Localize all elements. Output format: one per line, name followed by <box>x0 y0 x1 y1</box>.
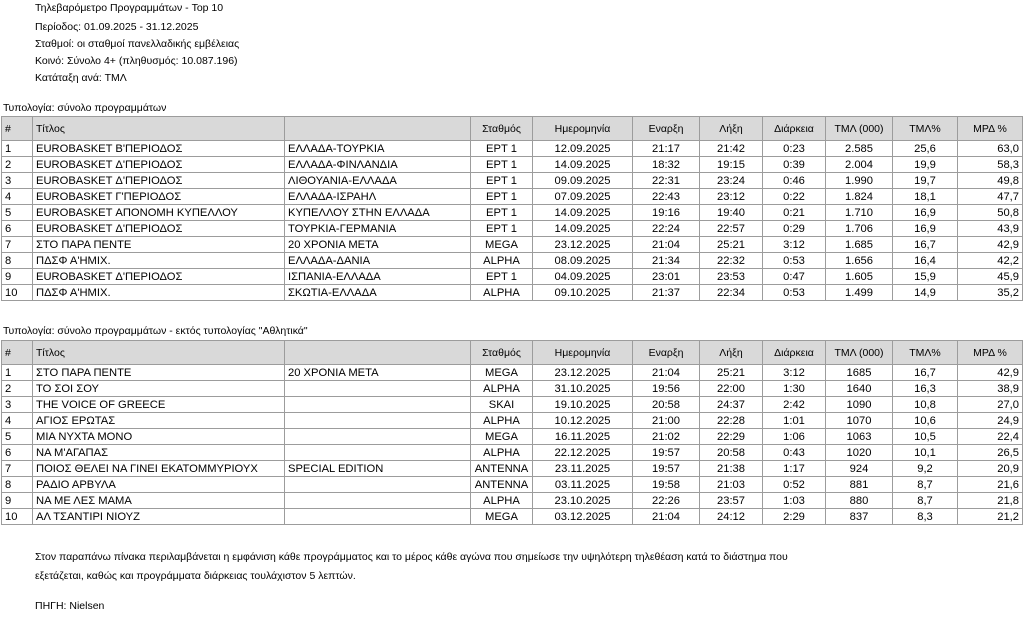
cell-rank: 8 <box>2 477 33 493</box>
column-header-title: Τίτλος <box>33 117 285 141</box>
cell-end: 23:53 <box>700 269 763 285</box>
cell-duration: 3:12 <box>763 365 826 381</box>
cell-station: ΕΡΤ 1 <box>471 205 533 221</box>
cell-share: 21,6 <box>958 477 1023 493</box>
cell-rank: 6 <box>2 221 33 237</box>
cell-date: 03.12.2025 <box>533 509 633 525</box>
cell-start: 21:17 <box>633 141 700 157</box>
cell-end: 22:29 <box>700 429 763 445</box>
cell-end: 19:40 <box>700 205 763 221</box>
cell-subtitle <box>285 429 471 445</box>
cell-station: ΕΡΤ 1 <box>471 189 533 205</box>
table-row <box>2 429 1023 445</box>
cell-subtitle: ΤΟΥΡΚΙΑ-ΓΕΡΜΑΝΙΑ <box>285 221 471 237</box>
cell-share: 47,7 <box>958 189 1023 205</box>
cell-subtitle <box>285 477 471 493</box>
cell-tml-pct: 10,5 <box>893 429 958 445</box>
cell-date: 14.09.2025 <box>533 221 633 237</box>
cell-station: ALPHA <box>471 253 533 269</box>
cell-date: 12.09.2025 <box>533 141 633 157</box>
column-header-tml-pct: ΤΜΛ% <box>893 341 958 365</box>
cell-date: 23.12.2025 <box>533 237 633 253</box>
cell-tml-pct: 19,9 <box>893 157 958 173</box>
report-title: Τηλεβαρόμετρο Προγραμμάτων - Top 10 <box>35 2 224 14</box>
cell-station: MEGA <box>471 429 533 445</box>
cell-tml-pct: 10,8 <box>893 397 958 413</box>
cell-start: 18:32 <box>633 157 700 173</box>
cell-end: 19:15 <box>700 157 763 173</box>
cell-share: 35,2 <box>958 285 1023 301</box>
cell-title: EUROBASKET ΑΠΟΝΟΜΗ ΚΥΠΕΛΛΟΥ <box>33 205 285 221</box>
column-header-station: Σταθμός <box>471 341 533 365</box>
cell-duration: 0:43 <box>763 445 826 461</box>
cell-tml: 1.990 <box>826 173 893 189</box>
cell-rank: 10 <box>2 509 33 525</box>
cell-end: 21:03 <box>700 477 763 493</box>
cell-subtitle: ΕΛΛΑΔΑ-ΤΟΥΡΚΙΑ <box>285 141 471 157</box>
cell-title: ΑΛ ΤΣΑΝΤΙΡΙ ΝΙΟΥΖ <box>33 509 285 525</box>
cell-title: EUROBASKET Β'ΠΕΡΙΟΔΟΣ <box>33 141 285 157</box>
cell-end: 22:34 <box>700 285 763 301</box>
cell-station: ΕΡΤ 1 <box>471 141 533 157</box>
cell-station: MEGA <box>471 237 533 253</box>
cell-tml-pct: 18,1 <box>893 189 958 205</box>
cell-start: 22:43 <box>633 189 700 205</box>
cell-share: 42,9 <box>958 365 1023 381</box>
cell-end: 22:57 <box>700 221 763 237</box>
cell-title: THE VOICE OF GREECE <box>33 397 285 413</box>
cell-tml: 1.656 <box>826 253 893 269</box>
cell-duration: 0:39 <box>763 157 826 173</box>
cell-tml: 1685 <box>826 365 893 381</box>
cell-rank: 2 <box>2 157 33 173</box>
cell-tml-pct: 16,4 <box>893 253 958 269</box>
cell-title: ΠΟΙΟΣ ΘΕΛΕΙ ΝΑ ΓΙΝΕΙ ΕΚΑΤΟΜΜΥΡΙΟΥΧ <box>33 461 285 477</box>
footnote <box>35 548 788 586</box>
cell-date: 04.09.2025 <box>533 269 633 285</box>
cell-tml: 924 <box>826 461 893 477</box>
cell-rank: 5 <box>2 429 33 445</box>
cell-subtitle <box>285 509 471 525</box>
cell-title: ΑΓΙΟΣ ΕΡΩΤΑΣ <box>33 413 285 429</box>
cell-tml: 1070 <box>826 413 893 429</box>
cell-start: 21:00 <box>633 413 700 429</box>
cell-tml-pct: 16,7 <box>893 365 958 381</box>
cell-station: ΕΡΤ 1 <box>471 173 533 189</box>
cell-rank: 9 <box>2 269 33 285</box>
cell-station: SKAI <box>471 397 533 413</box>
cell-tml-pct: 8,7 <box>893 477 958 493</box>
cell-date: 14.09.2025 <box>533 205 633 221</box>
cell-duration: 3:12 <box>763 237 826 253</box>
cell-date: 19.10.2025 <box>533 397 633 413</box>
cell-end: 24:37 <box>700 397 763 413</box>
cell-duration: 0:22 <box>763 189 826 205</box>
cell-tml: 837 <box>826 509 893 525</box>
cell-duration: 0:23 <box>763 141 826 157</box>
footnote-line-1: Στον παραπάνω πίνακα περιλαμβάνεται η εμφάνιση κάθε προγράμματος και το μέρος κάθε αγώνα που σημείωσε την υψηλότερη τηλεθέαση κατά το διάστημα που <box>35 551 788 563</box>
cell-tml-pct: 10,6 <box>893 413 958 429</box>
table-row <box>2 477 1023 493</box>
cell-end: 21:38 <box>700 461 763 477</box>
cell-share: 42,2 <box>958 253 1023 269</box>
cell-tml: 881 <box>826 477 893 493</box>
cell-duration: 0:46 <box>763 173 826 189</box>
column-header-tml-pct: ΤΜΛ% <box>893 117 958 141</box>
column-header-date: Ημερομηνία <box>533 341 633 365</box>
cell-station: MEGA <box>471 365 533 381</box>
cell-share: 24,9 <box>958 413 1023 429</box>
cell-title: ΠΔΣΦ Α'ΗΜΙΧ. <box>33 285 285 301</box>
cell-tml-pct: 8,3 <box>893 509 958 525</box>
cell-share: 43,9 <box>958 221 1023 237</box>
cell-end: 23:12 <box>700 189 763 205</box>
cell-share: 58,3 <box>958 157 1023 173</box>
cell-date: 31.10.2025 <box>533 381 633 397</box>
cell-station: ALPHA <box>471 493 533 509</box>
report-audience: Κοινό: Σύνολο 4+ (πληθυσμός: 10.087.196) <box>35 55 238 67</box>
table-row <box>2 397 1023 413</box>
cell-tml: 1.710 <box>826 205 893 221</box>
cell-station: ALPHA <box>471 285 533 301</box>
cell-share: 49,8 <box>958 173 1023 189</box>
cell-share: 22,4 <box>958 429 1023 445</box>
cell-duration: 1:17 <box>763 461 826 477</box>
cell-tml-pct: 25,6 <box>893 141 958 157</box>
cell-rank: 1 <box>2 141 33 157</box>
cell-title: ΠΔΣΦ Α'ΗΜΙΧ. <box>33 253 285 269</box>
cell-station: ANTENNA <box>471 477 533 493</box>
ratings-table-non-sports <box>1 340 1023 525</box>
table-row <box>2 445 1023 461</box>
cell-date: 23.10.2025 <box>533 493 633 509</box>
footnote-line-2: εξετάζεται, καθώς και προγράμματα διάρκειας τουλάχιστον 5 λεπτών. <box>35 570 356 582</box>
table-row <box>2 365 1023 381</box>
cell-share: 26,5 <box>958 445 1023 461</box>
cell-tml: 1640 <box>826 381 893 397</box>
cell-subtitle: ΚΥΠΕΛΛΟΥ ΣΤΗΝ ΕΛΛΑΔΑ <box>285 205 471 221</box>
cell-start: 20:58 <box>633 397 700 413</box>
cell-start: 22:26 <box>633 493 700 509</box>
cell-start: 22:31 <box>633 173 700 189</box>
cell-share: 42,9 <box>958 237 1023 253</box>
cell-tml-pct: 9,2 <box>893 461 958 477</box>
cell-tml-pct: 16,9 <box>893 221 958 237</box>
cell-date: 23.12.2025 <box>533 365 633 381</box>
cell-date: 03.11.2025 <box>533 477 633 493</box>
cell-rank: 4 <box>2 413 33 429</box>
cell-tml: 2.004 <box>826 157 893 173</box>
cell-duration: 2:42 <box>763 397 826 413</box>
table-row <box>2 461 1023 477</box>
table-row <box>2 413 1023 429</box>
cell-end: 22:32 <box>700 253 763 269</box>
cell-duration: 0:53 <box>763 253 826 269</box>
cell-duration: 0:21 <box>763 205 826 221</box>
cell-title: ΜΙΑ ΝΥΧΤΑ ΜΟΝΟ <box>33 429 285 445</box>
cell-end: 22:00 <box>700 381 763 397</box>
cell-station: ANTENNA <box>471 461 533 477</box>
cell-tml: 1.824 <box>826 189 893 205</box>
cell-title: ΝΑ ΜΕ ΛΕΣ ΜΑΜΑ <box>33 493 285 509</box>
table-row <box>2 285 1023 301</box>
cell-duration: 0:47 <box>763 269 826 285</box>
report-period: Περίοδος: 01.09.2025 - 31.12.2025 <box>35 21 199 33</box>
cell-tml-pct: 8,7 <box>893 493 958 509</box>
report-stations: Σταθμοί: οι σταθμοί πανελλαδικής εμβέλειας <box>35 38 240 50</box>
cell-start: 21:34 <box>633 253 700 269</box>
cell-share: 63,0 <box>958 141 1023 157</box>
cell-end: 21:42 <box>700 141 763 157</box>
table-row <box>2 381 1023 397</box>
cell-date: 09.10.2025 <box>533 285 633 301</box>
cell-end: 22:28 <box>700 413 763 429</box>
cell-tml-pct: 10,1 <box>893 445 958 461</box>
table-row <box>2 237 1023 253</box>
cell-duration: 1:03 <box>763 493 826 509</box>
cell-station: ALPHA <box>471 413 533 429</box>
cell-rank: 9 <box>2 493 33 509</box>
column-header-title: Τίτλος <box>33 341 285 365</box>
table-header-row <box>2 117 1023 141</box>
cell-subtitle: ΕΛΛΑΔΑ-ΦΙΝΛΑΝΔΙΑ <box>285 157 471 173</box>
cell-tml: 1.706 <box>826 221 893 237</box>
table2-caption: Τυπολογία: σύνολο προγραμμάτων - εκτός τυπολογίας "Αθλητικά" <box>3 325 308 337</box>
column-header-subtitle <box>285 117 471 141</box>
cell-start: 23:01 <box>633 269 700 285</box>
cell-title: ΣΤΟ ΠΑΡΑ ΠΕΝΤΕ <box>33 237 285 253</box>
column-header-rank: # <box>2 341 33 365</box>
cell-date: 07.09.2025 <box>533 189 633 205</box>
cell-date: 16.11.2025 <box>533 429 633 445</box>
column-header-share: ΜΡΔ % <box>958 341 1023 365</box>
report-ranking: Κατάταξη ανά: ΤΜΛ <box>35 72 127 84</box>
cell-duration: 0:53 <box>763 285 826 301</box>
cell-title: EUROBASKET Δ'ΠΕΡΙΟΔΟΣ <box>33 269 285 285</box>
cell-rank: 4 <box>2 189 33 205</box>
cell-rank: 3 <box>2 173 33 189</box>
cell-start: 21:02 <box>633 429 700 445</box>
column-header-rank: # <box>2 117 33 141</box>
table-row <box>2 269 1023 285</box>
column-header-station: Σταθμός <box>471 117 533 141</box>
cell-tml-pct: 16,7 <box>893 237 958 253</box>
cell-tml-pct: 16,3 <box>893 381 958 397</box>
cell-title: EUROBASKET Δ'ΠΕΡΙΟΔΟΣ <box>33 221 285 237</box>
cell-share: 21,2 <box>958 509 1023 525</box>
table-row <box>2 141 1023 157</box>
table-row <box>2 493 1023 509</box>
cell-station: ΕΡΤ 1 <box>471 221 533 237</box>
cell-start: 19:57 <box>633 461 700 477</box>
cell-tml: 1090 <box>826 397 893 413</box>
table-row <box>2 189 1023 205</box>
cell-share: 27,0 <box>958 397 1023 413</box>
cell-duration: 1:01 <box>763 413 826 429</box>
cell-rank: 7 <box>2 461 33 477</box>
cell-station: ALPHA <box>471 445 533 461</box>
cell-rank: 3 <box>2 397 33 413</box>
cell-tml-pct: 15,9 <box>893 269 958 285</box>
column-header-subtitle <box>285 341 471 365</box>
cell-station: ALPHA <box>471 381 533 397</box>
cell-tml: 1.685 <box>826 237 893 253</box>
cell-duration: 1:30 <box>763 381 826 397</box>
table-row <box>2 173 1023 189</box>
cell-date: 08.09.2025 <box>533 253 633 269</box>
ratings-table-all <box>1 116 1023 301</box>
cell-start: 21:04 <box>633 237 700 253</box>
cell-rank: 1 <box>2 365 33 381</box>
cell-subtitle: ΕΛΛΑΔΑ-ΔΑΝΙΑ <box>285 253 471 269</box>
table1-caption: Τυπολογία: σύνολο προγραμμάτων <box>3 102 167 114</box>
cell-share: 21,8 <box>958 493 1023 509</box>
cell-share: 50,8 <box>958 205 1023 221</box>
cell-title: ΣΤΟ ΠΑΡΑ ΠΕΝΤΕ <box>33 365 285 381</box>
cell-tml-pct: 16,9 <box>893 205 958 221</box>
cell-share: 38,9 <box>958 381 1023 397</box>
cell-start: 21:04 <box>633 365 700 381</box>
cell-end: 20:58 <box>700 445 763 461</box>
cell-subtitle: ΕΛΛΑΔΑ-ΙΣΡΑΗΛ <box>285 189 471 205</box>
cell-start: 19:58 <box>633 477 700 493</box>
cell-date: 14.09.2025 <box>533 157 633 173</box>
cell-tml: 1.605 <box>826 269 893 285</box>
cell-subtitle: 20 ΧΡΟΝΙΑ ΜΕΤΑ <box>285 365 471 381</box>
cell-duration: 0:52 <box>763 477 826 493</box>
cell-subtitle <box>285 397 471 413</box>
cell-tml: 1.499 <box>826 285 893 301</box>
cell-rank: 10 <box>2 285 33 301</box>
cell-station: ΕΡΤ 1 <box>471 269 533 285</box>
cell-start: 21:04 <box>633 509 700 525</box>
cell-duration: 2:29 <box>763 509 826 525</box>
cell-date: 23.11.2025 <box>533 461 633 477</box>
cell-rank: 7 <box>2 237 33 253</box>
column-header-share: ΜΡΔ % <box>958 117 1023 141</box>
cell-duration: 1:06 <box>763 429 826 445</box>
cell-title: EUROBASKET Δ'ΠΕΡΙΟΔΟΣ <box>33 157 285 173</box>
cell-start: 22:24 <box>633 221 700 237</box>
cell-tml: 2.585 <box>826 141 893 157</box>
column-header-tml: ΤΜΛ (000) <box>826 341 893 365</box>
cell-subtitle <box>285 413 471 429</box>
cell-station: MEGA <box>471 509 533 525</box>
cell-subtitle <box>285 493 471 509</box>
cell-tml: 880 <box>826 493 893 509</box>
cell-duration: 0:29 <box>763 221 826 237</box>
cell-date: 09.09.2025 <box>533 173 633 189</box>
cell-subtitle: SPECIAL EDITION <box>285 461 471 477</box>
table-row <box>2 221 1023 237</box>
column-header-start: Εναρξη <box>633 341 700 365</box>
cell-rank: 5 <box>2 205 33 221</box>
cell-date: 10.12.2025 <box>533 413 633 429</box>
table-header-row <box>2 341 1023 365</box>
column-header-start: Εναρξη <box>633 117 700 141</box>
cell-share: 20,9 <box>958 461 1023 477</box>
cell-end: 25:21 <box>700 365 763 381</box>
cell-start: 19:16 <box>633 205 700 221</box>
cell-tml: 1020 <box>826 445 893 461</box>
table-row <box>2 509 1023 525</box>
cell-start: 19:57 <box>633 445 700 461</box>
cell-title: ΝΑ Μ'ΑΓΑΠΑΣ <box>33 445 285 461</box>
cell-end: 24:12 <box>700 509 763 525</box>
cell-title: ΡΑΔΙΟ ΑΡΒΥΛΑ <box>33 477 285 493</box>
cell-tml-pct: 14,9 <box>893 285 958 301</box>
column-header-end: Λήξη <box>700 117 763 141</box>
cell-subtitle <box>285 381 471 397</box>
cell-title: ΤΟ ΣΟΙ ΣΟΥ <box>33 381 285 397</box>
cell-rank: 6 <box>2 445 33 461</box>
cell-tml: 1063 <box>826 429 893 445</box>
cell-subtitle <box>285 445 471 461</box>
column-header-end: Λήξη <box>700 341 763 365</box>
column-header-duration: Διάρκεια <box>763 117 826 141</box>
cell-title: EUROBASKET Γ'ΠΕΡΙΟΔΟΣ <box>33 189 285 205</box>
cell-title: EUROBASKET Δ'ΠΕΡΙΟΔΟΣ <box>33 173 285 189</box>
cell-end: 23:57 <box>700 493 763 509</box>
cell-rank: 2 <box>2 381 33 397</box>
cell-subtitle: ΣΚΩΤΙΑ-ΕΛΛΑΔΑ <box>285 285 471 301</box>
cell-subtitle: ΙΣΠΑΝΙΑ-ΕΛΛΑΔΑ <box>285 269 471 285</box>
cell-start: 19:56 <box>633 381 700 397</box>
table-row <box>2 253 1023 269</box>
cell-station: ΕΡΤ 1 <box>471 157 533 173</box>
cell-subtitle: 20 ΧΡΟΝΙΑ ΜΕΤΑ <box>285 237 471 253</box>
table-row <box>2 205 1023 221</box>
cell-rank: 8 <box>2 253 33 269</box>
cell-start: 21:37 <box>633 285 700 301</box>
cell-subtitle: ΛΙΘΟΥΑΝΙΑ-ΕΛΛΑΔΑ <box>285 173 471 189</box>
column-header-tml: ΤΜΛ (000) <box>826 117 893 141</box>
cell-share: 45,9 <box>958 269 1023 285</box>
source-note: ΠΗΓΗ: Nielsen <box>35 600 105 612</box>
cell-tml-pct: 19,7 <box>893 173 958 189</box>
cell-end: 25:21 <box>700 237 763 253</box>
column-header-duration: Διάρκεια <box>763 341 826 365</box>
cell-end: 23:24 <box>700 173 763 189</box>
column-header-date: Ημερομηνία <box>533 117 633 141</box>
table-row <box>2 157 1023 173</box>
cell-date: 22.12.2025 <box>533 445 633 461</box>
